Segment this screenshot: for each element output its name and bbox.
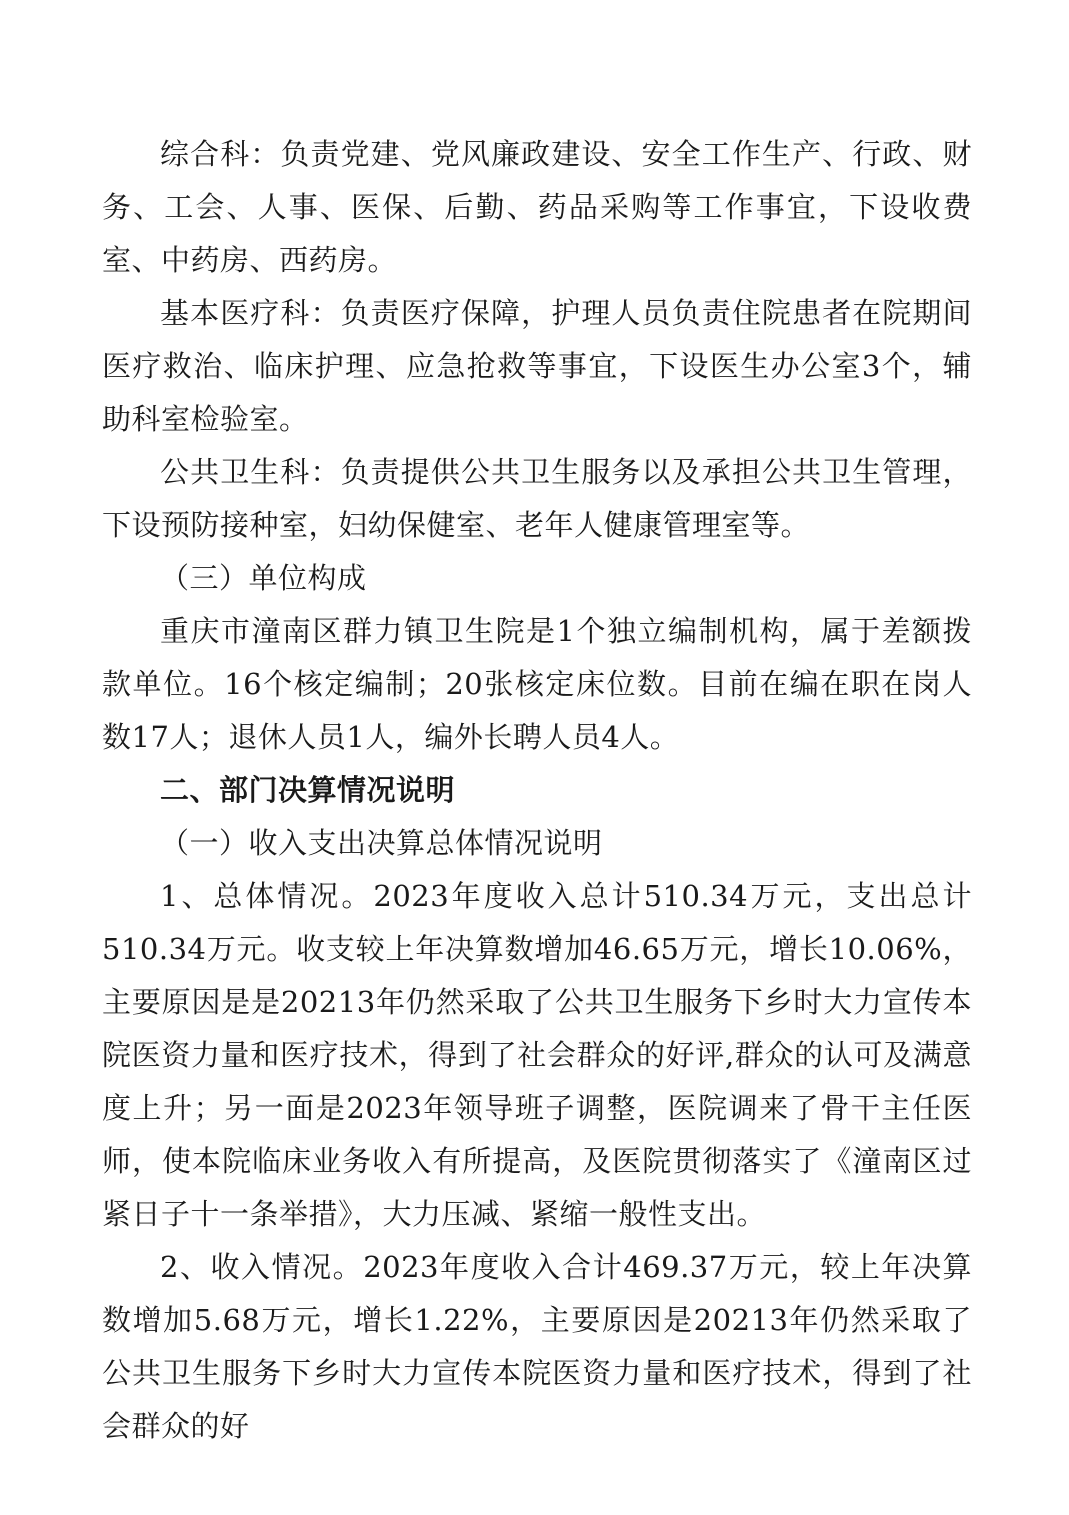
paragraph-overall-situation: 1、总体情况。2023年度收入总计510.34万元，支出总计510.34万元。收支较上年决算数增加46.65万元，增长10.06%，主要原因是是20213年仍然采取了公共卫生服务下乡时大力宣传本院医资力量和医疗技术，得到了社会群众的好评,群众的认可及满意度上升；另一面是2023年领导班子调整，医院调来了骨干主任医师，使本院临床业务收入有所提高，及医院贯彻落实了《潼南区过紧日子十一条举措》，大力压减、紧缩一般性支出。 bbox=[102, 879, 972, 1231]
paragraph-unit-composition: 重庆市潼南区群力镇卫生院是1个独立编制机构，属于差额拨款单位。16个核定编制；20张核定床位数。目前在编在职在岗人数17人；退休人员1人，编外长聘人员4人。 bbox=[102, 614, 972, 754]
section-heading-final-accounts: 二、部门决算情况说明 bbox=[160, 773, 456, 807]
paragraph-income-situation: 2、收入情况。2023年度收入合计469.37万元，较上年决算数增加5.68万元，增长1.22%，主要原因是20213年仍然采取了公共卫生服务下乡时大力宣传本院医资力量和医疗技术，得到了社会群众的好 bbox=[102, 1250, 972, 1443]
section-heading-unit-composition: （三）单位构成 bbox=[160, 561, 367, 595]
subsection-heading-income-expenditure: （一）收入支出决算总体情况说明 bbox=[160, 826, 603, 860]
paragraph-basic-medical: 基本医疗科：负责医疗保障，护理人员负责住院患者在院期间医疗救治、临床护理、应急抢救等事宜，下设医生办公室3个，辅助科室检验室。 bbox=[102, 296, 972, 436]
document-page bbox=[102, 128, 972, 1453]
paragraph-general-office: 综合科：负责党建、党风廉政建设、安全工作生产、行政、财务、工会、人事、医保、后勤、药品采购等工作事宜，下设收费室、中药房、西药房。 bbox=[102, 137, 972, 277]
paragraph-public-health: 公共卫生科：负责提供公共卫生服务以及承担公共卫生管理，下设预防接种室，妇幼保健室、老年人健康管理室等。 bbox=[102, 455, 972, 542]
